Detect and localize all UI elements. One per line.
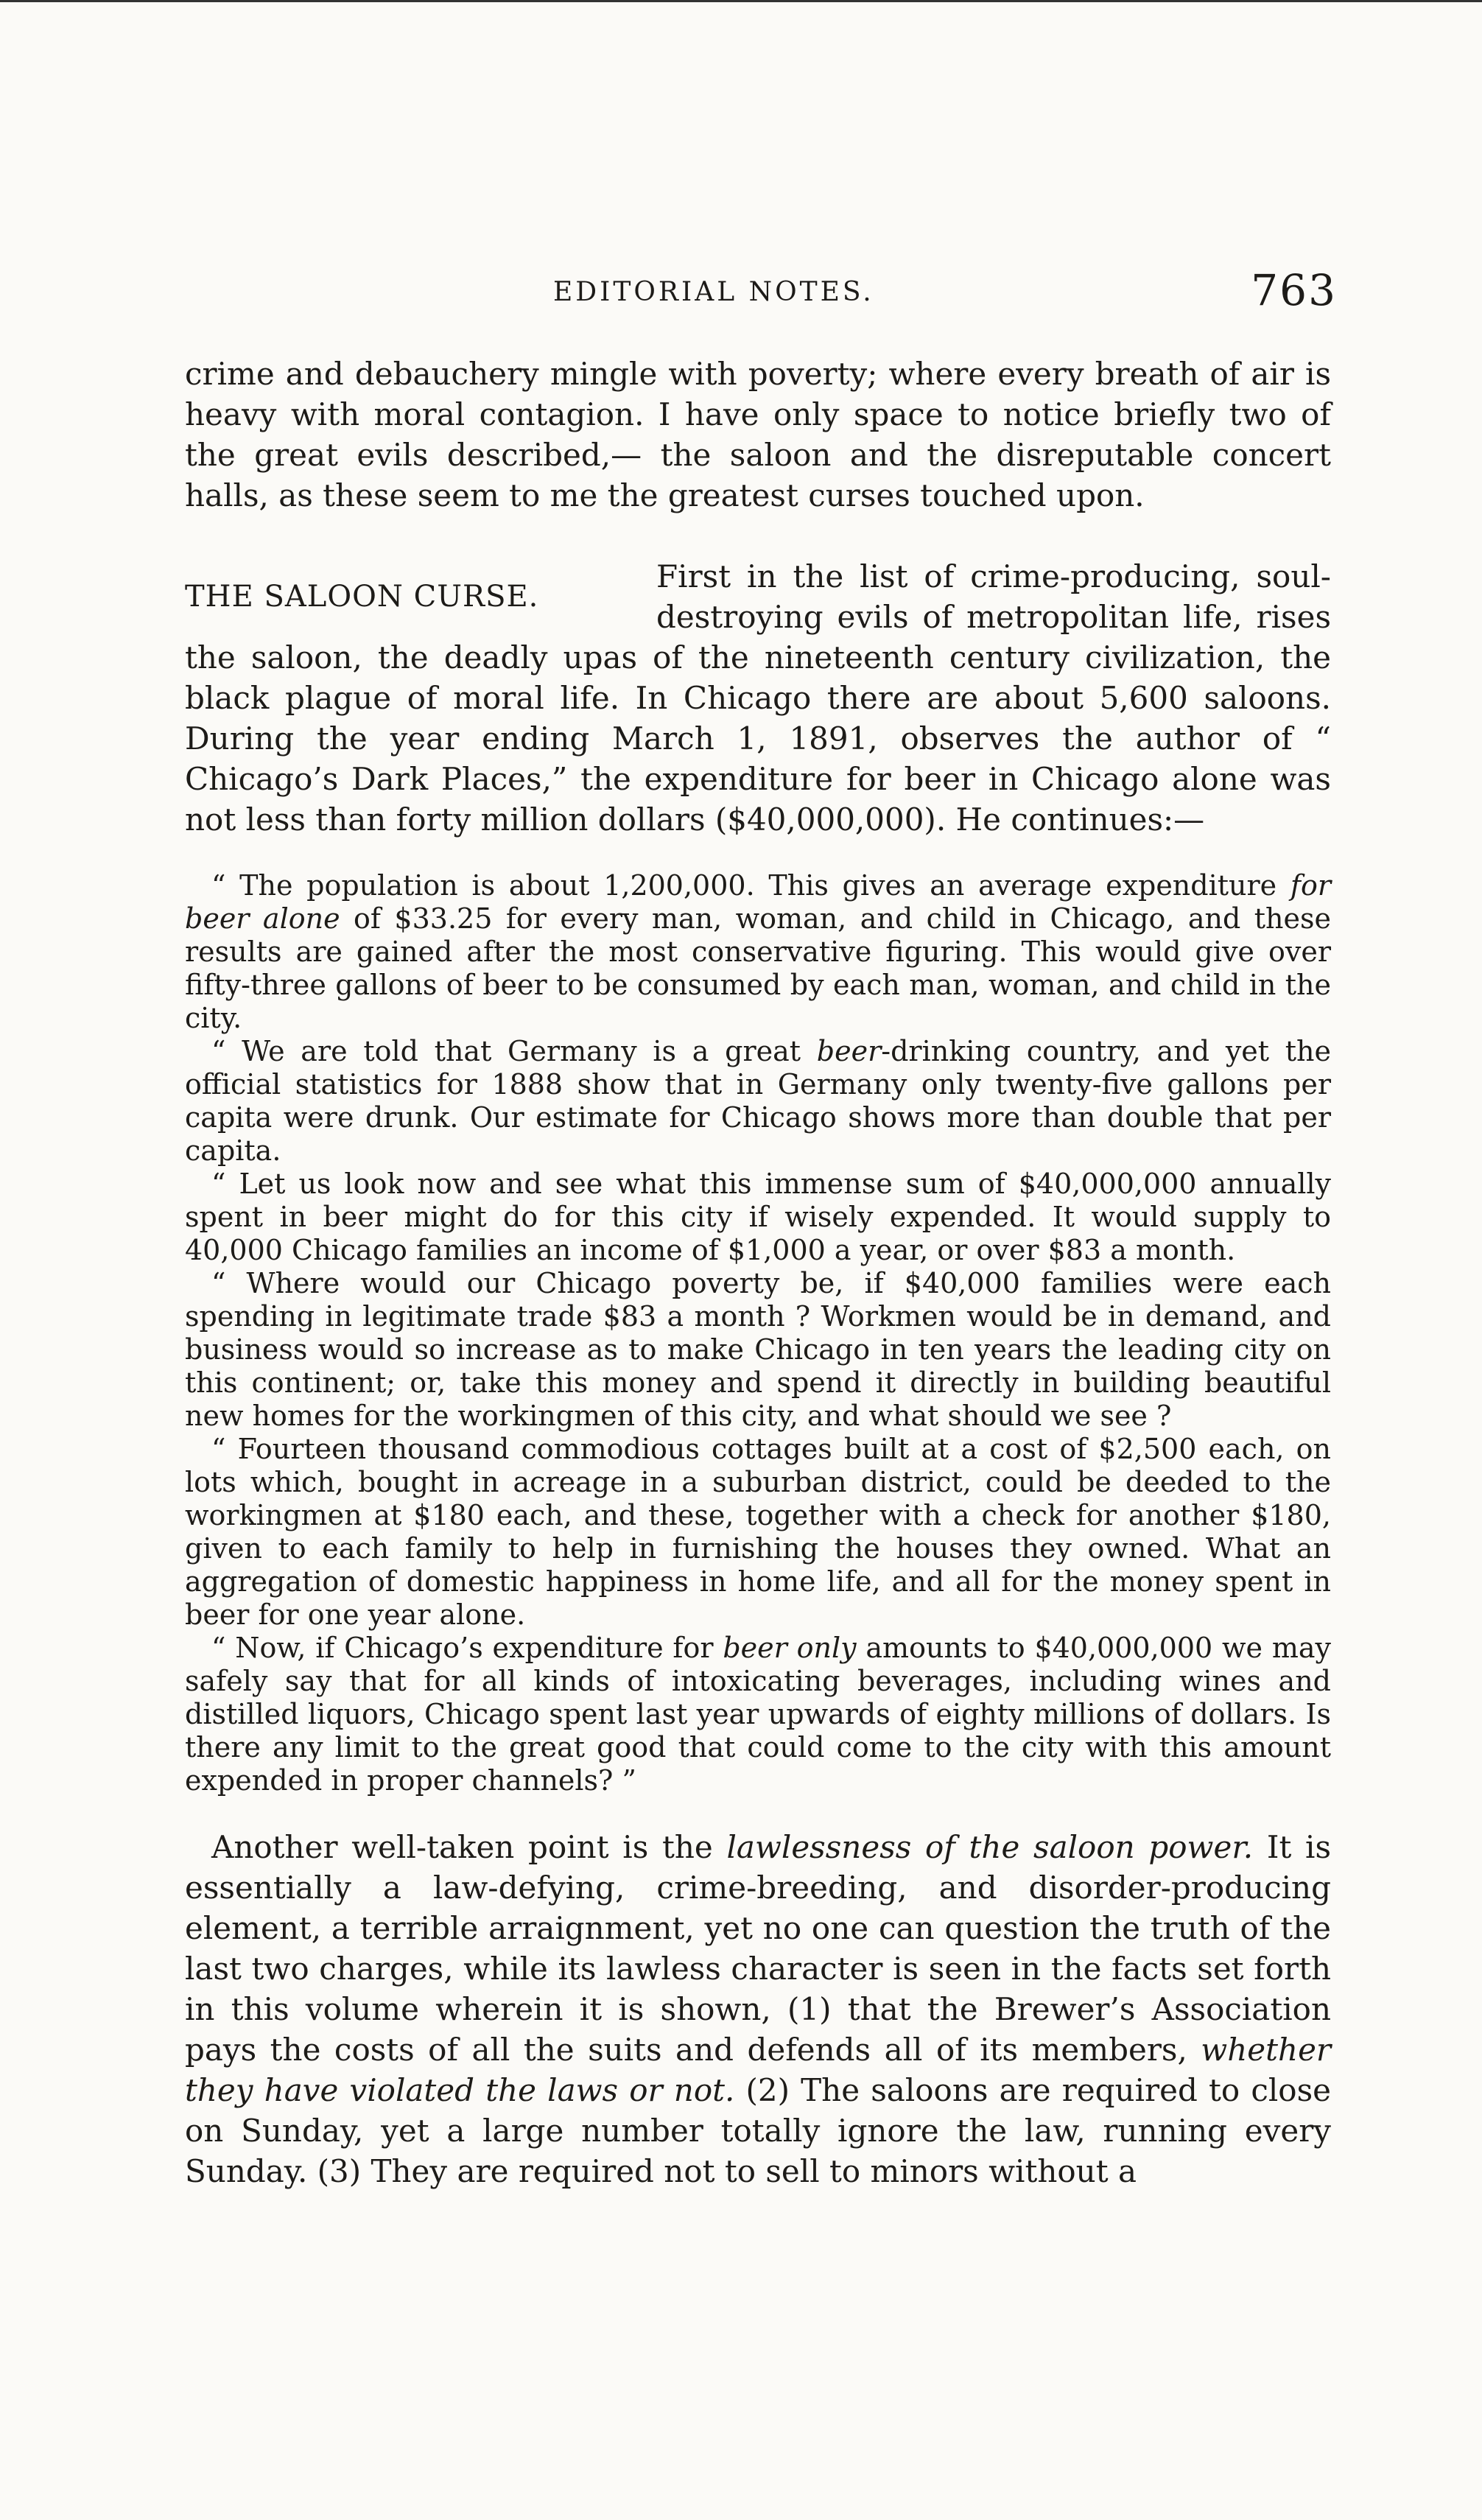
closing-emphasis: lawlessness of the saloon power. [726,1829,1254,1865]
closing-text: It is essentially a law-defying, crime-breeding, and disorder-producing element, a terrible arraignment, yet no one can question the truth of the last two charges, while its lawless character is seen in the facts set forth in this volume wherein it is shown, (1) that the Brewer’s Association pays the costs of all the suits and defends all of its members, [185,1829,1332,2068]
quote-text: “ Where would our Chicago poverty be, if $40,000 families were each spending in legitimate trade $83 a month ? Workmen would be in demand, and business would so increase as to make Chicago in ten years the leading city on this continent; or, take this money and spend it directly in building beautiful new homes for the workingmen of this city, and what should we see ? [185,1267,1331,1432]
quote-paragraph [185,1433,1331,1632]
top-border-rule [0,0,1482,4]
quote-text: -drinking country, and yet the official statistics for 1888 show that in Germany only twenty-five gallons per capita were drunk. Our estimate for Chicago shows more than double that per capita. [185,1035,1332,1167]
closing-text: (2) The saloons are required to close on Sunday, yet a large number totally ignore the law, running every Sunday. (3) They are required not to sell to minors without a [185,2072,1331,2189]
quote-text: of $33.25 for every man, woman, and child in Chicago, and these results are gained after the most conservative figuring. This would give over fifty-three gallons of beer to be consumed by each man, woman, and child in the city. [185,902,1331,1034]
quote-emphasis: for beer alone [185,869,1331,935]
running-header [185,258,1337,339]
quote-text: “ Let us look now and see what this immense sum of $40,000,000 annually spent in beer might do for this city if wisely expended. It would supply to 40,000 Chicago families an income of $1,000 a year, or over $83 a month. [185,1168,1331,1266]
intro-paragraph: crime and debauchery mingle with poverty; where every breath of air is heavy with moral contagion. I have only space to notice briefly two of the great evils described,— the saloon and the disreputable concert halls, as these seem to me the greatest curses touched upon. [185,356,1331,513]
page-number: 763 [1251,265,1337,315]
quote-paragraph [185,1632,1331,1797]
quote-paragraph [185,1035,1331,1168]
closing-text: Another well-taken point is the [211,1829,727,1865]
section-saloon-curse [185,556,1331,840]
quote-paragraph [185,869,1331,1035]
quoted-passage [185,869,1331,1797]
quote-paragraph [185,1168,1331,1267]
section-paragraph: First in the list of crime-producing, soul-destroying evils of metropolitan life, rises the saloon, the deadly upas of the nineteenth century civilization, the black plague of moral life. In Chicago there are about 5,600 saloons. During the year ending March 1, 1891, observes the author of “ Chicago’s Dark Places,” the expenditure for beer in Chicago alone was not less than forty million dollars ($40,000,000). He continues:— [185,558,1331,838]
closing-paragraph [185,1827,1331,2191]
quote-text: amounts to $40,000,000 we may safely say that for all kinds of intoxicating beverages, including wines and distilled liquors, Chicago spent last year upwards of eighty millions of dollars. Is there any limit to the great good that could come to the city with this amount expended in proper channels? ” [185,1632,1331,1797]
quote-text: “ We are told that Germany is a great [211,1035,817,1067]
quote-text: “ The population is about 1,200,000. This gives an average expenditure [211,869,1290,902]
running-title: EDITORIAL NOTES. [553,277,874,307]
quote-emphasis: beer only [723,1632,857,1664]
quote-paragraph [185,1267,1331,1433]
closing-emphasis: whether they have violated the laws or not. [185,2032,1331,2108]
page-body [185,258,1337,2191]
section-heading: THE SALOON CURSE. [185,580,539,614]
quote-text: “ Fourteen thousand commodious cottages built at a cost of $2,500 each, on lots which, bought in acreage in a suburban district, could be deeded to the workingmen at $180 each, and these, together with a check for another $180, given to each family to help in furnishing the houses they owned. What an aggregation of domestic happiness in home life, and all for the money spent in beer for one year alone. [185,1433,1331,1631]
quote-emphasis: beer [816,1035,882,1067]
quote-text: “ Now, if Chicago’s expenditure for [211,1632,723,1664]
